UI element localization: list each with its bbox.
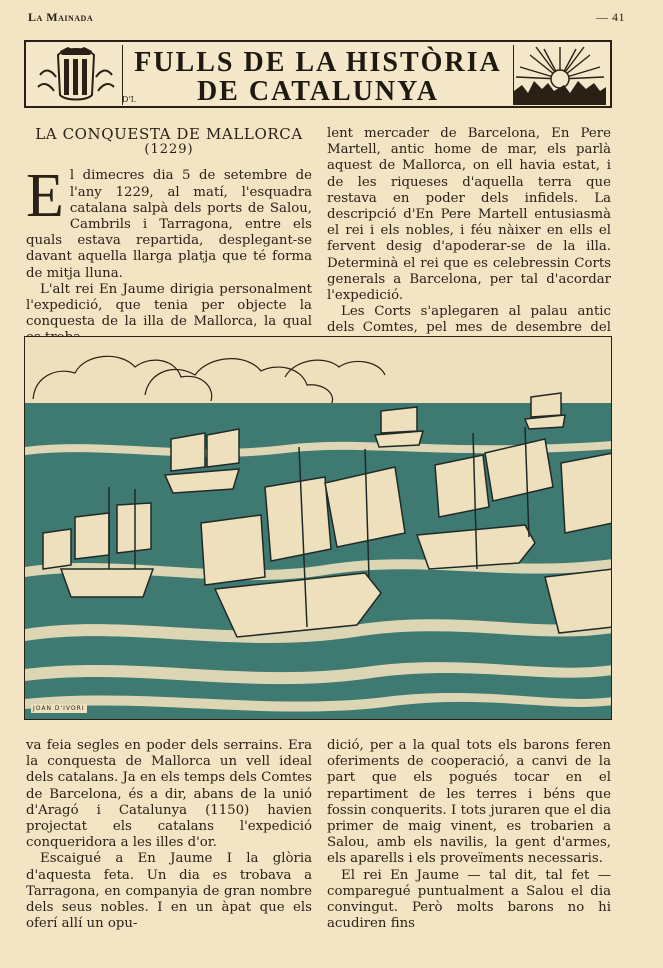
banner-signature: D'I.	[122, 95, 137, 104]
rising-sun-icon	[513, 45, 606, 105]
drop-cap: E	[26, 162, 64, 231]
fleet-illustration	[24, 336, 612, 720]
ship-back-left	[165, 429, 239, 493]
article-title: LA CONQUESTA DE MALLORCA	[35, 125, 303, 143]
paragraph: El rei En Jaume — tal dit, tal fet — comparegué puntualment a Salou el dia convingut. Però molts barons no hi acudiren fins	[327, 867, 611, 932]
banner-title-line1: FULLS DE LA HISTÒRIA	[134, 47, 502, 78]
article-column-1	[26, 126, 312, 347]
magazine-name: La Mainada	[28, 10, 94, 24]
illustration-signature: JOAN D'IVORI	[33, 705, 85, 712]
coat-of-arms-icon	[30, 45, 123, 105]
paragraph: va feia segles en poder dels serrains. Era la conquesta de Mallorca un vell ideal dels catalans. Ja en els temps dels Comtes de Barcelona, és a dir, abans de la unió d'Aragó i Catalunya (1150) havien projectat els catalans l'expedició conqueridora a les illes d'or.	[26, 738, 312, 851]
paragraph: lent mercader de Barcelona, En Pere Martell, antic home de mar, els parlà aquest de Mallorca, on ell havia estat, i de les riqueses d'aquella terra que restava en poder dels infidels. La descripció d'En Pere Martell entusiasmà el rei i els nobles, i féu nàixer en ells el fervent desig d'apoderar-se de la illa. Determinà el rei que es celebressin Corts generals a Barcelona, per tal d'acordar l'expedició.	[327, 126, 611, 304]
paragraph: L'alt rei En Jaume dirigia personalment l'expedició, que tenia per objecte la conquesta de la illa de Mallorca, la qual	[26, 281, 312, 330]
paragraph: Escaigué a En Jaume I la glòria d'aquesta feta. Un dia es trobava a Tarragona, en companyia de gran nombre dels seus nobles. I en un àpat que els oferí allí un opu-	[26, 851, 312, 932]
paragraph: dició, per a la qual tots els barons feren oferiments de cooperació, a canvi de la part que els pogués tocar en el repartiment de les terres i béns que fossin conquerits. I tots juraren que el dia primer de maig vinent, es trobarien a Salou, amb els navilis, la gent d'armes, els aparells i els proveïments necessaris.	[327, 738, 611, 867]
page-number: — 41	[596, 10, 625, 24]
banner-title	[126, 48, 510, 106]
ship-horizon-right	[525, 393, 565, 429]
article-column-4	[327, 738, 611, 932]
banner-title-line2: DE CATALUNYA	[196, 76, 440, 107]
ship-back-center	[375, 407, 423, 447]
paragraph: Les Corts s'aplegaren al palau antic dels Comtes, pel mes de desembre del	[327, 304, 611, 336]
paragraph: l dimecres dia 5 de setembre de l'any 1229, al matí, l'esquadra catalana salpà dels ports de Salou, Cambrils i Tarragona, entre els quals estava repartida, desplegant-se davant aquella llarga platja que té forma de mitja lluna.	[26, 168, 312, 281]
section-banner	[24, 40, 612, 108]
article-date: (1229)	[144, 142, 194, 158]
article-column-2	[327, 126, 611, 369]
article-column-3	[26, 738, 312, 932]
